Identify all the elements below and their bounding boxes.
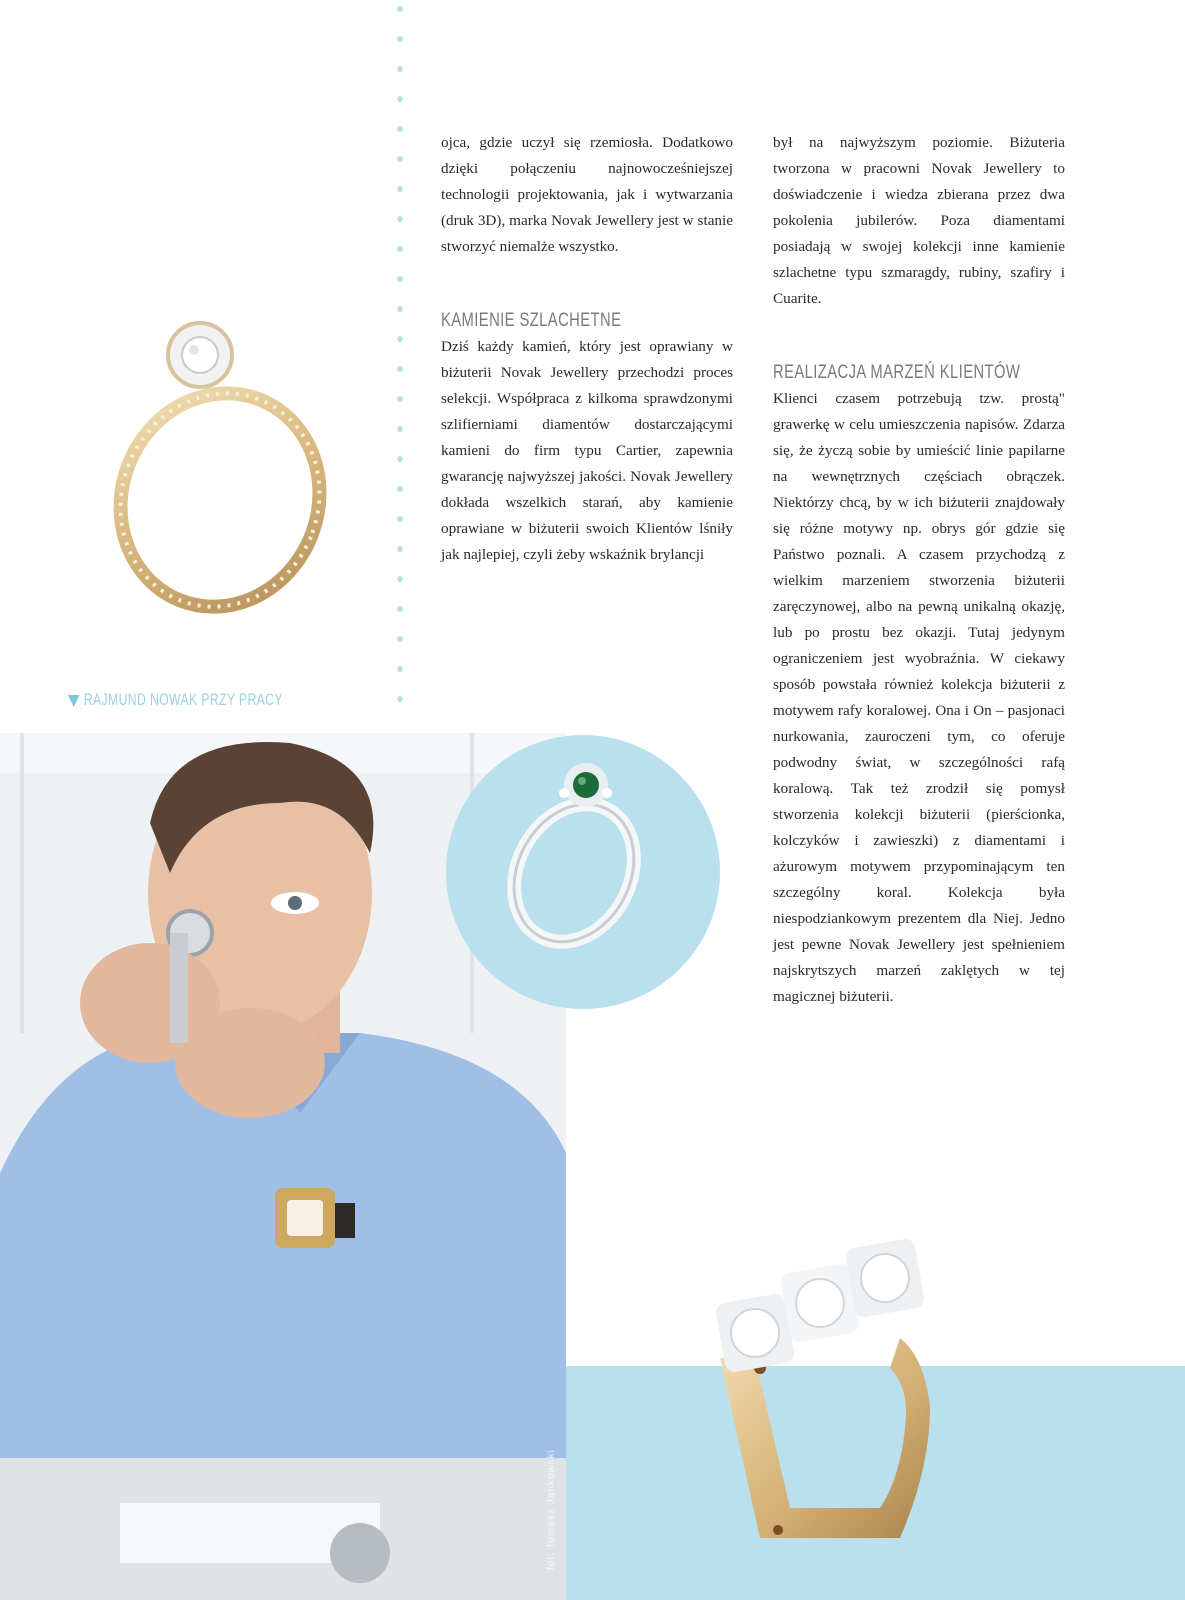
emerald-ring-image: [444, 733, 722, 1011]
decorative-dot: [397, 576, 403, 582]
decorative-dot: [397, 396, 403, 402]
decorative-dot: [397, 636, 403, 642]
article-column-right: [773, 130, 1065, 1010]
decorative-dot: [397, 426, 403, 432]
decorative-dot: [397, 336, 403, 342]
decorative-dot: [397, 66, 403, 72]
decorative-dot-column: [397, 6, 405, 726]
decorative-dot: [397, 126, 403, 132]
decorative-dot: [397, 456, 403, 462]
article-paragraph: był na najwyższym poziomie. Biżuteria tworzona w pracowni Novak Jewellery to doświadczenie i wiedza zbierana przez dwa pokolenia jubilerów. Poza diamentami posiadają w swojej kolekcji inne kamienie szlachetne typu szmaragdy, rubiny, szafiry i Cuarite.: [773, 134, 1065, 307]
decorative-dot: [397, 186, 403, 192]
decorative-dot: [397, 6, 403, 12]
decorative-dot: [397, 306, 403, 312]
photo-caption: RAJMUND NOWAK PRZY PRACY: [68, 690, 283, 710]
article-column-left: [441, 130, 733, 568]
decorative-dot: [397, 246, 403, 252]
three-stone-gold-ring-image: [700, 1238, 970, 1568]
article-paragraph: Klienci czasem potrzebują tzw. prostą" grawerkę w celu umieszczenia napisów. Zdarza się, że życzą sobie by umieścić linie papilarne na wewnętrznych częściach obrączek. Niektórzy chcą, by w ich biżuterii znajdowały się różne motywy np. obrys gór gdzie się Państwo poznali. A czasem przychodzą z wielkim marzeniem stworzenia biżuterii zaręczynowej, albo na pewną unikalną okazję, lub po prostu bez okazji. Tutaj jedynym ograniczeniem jest wyobraźnia. W ciekawy sposób powstała również kolekcja biżuterii z motywem rafy koralowej. Ona i On – pasjonaci nurkowania, zauroczeni tym, co oferuje podwodny świat, w szczególności rafą koralową. Tak też zrodził się pomysł stworzenia kolekcji biżuterii (pierścionka, kolczyków i zawieszki) z diamentami i ażurowym motywem przypominającym ten szczególny koral. Kolekcja była niespodziankowym prezentem dla Niej. Jedno jest pewne Novak Jewellery jest spełnieniem najskrytszych marzeń zaklętych w tej magicznej biżuterii.: [773, 390, 1065, 1005]
decorative-dot: [397, 486, 403, 492]
decorative-dot: [397, 666, 403, 672]
decorative-dot: [397, 366, 403, 372]
decorative-dot: [397, 516, 403, 522]
gold-diamond-ring-image: [90, 300, 350, 630]
decorative-dot: [397, 96, 403, 102]
triangle-down-icon: [68, 695, 80, 707]
decorative-dot: [397, 696, 403, 702]
article-paragraph: Dziś każdy kamień, który jest oprawiany w biżuterii Novak Jewellery przechodzi proces selekcji. Współpraca z kilkoma sprawdzonymi szlifierniami diamentów dostarczającymi kamieni do firm typu Cartier, zapewnia gwarancję najwyższej jakości. Novak Jewellery dokłada wszelkich starań, aby kamienie oprawiane w biżuterii swoich Klientów lśniły jak najlepiej, czyli żeby wskaźnik brylancji: [441, 338, 733, 563]
section-heading-clients-dreams: REALIZACJA MARZEŃ KLIENTÓW: [773, 362, 1021, 383]
decorative-dot: [397, 36, 403, 42]
photo-credit: fot. Tomasz Jankowski: [546, 1449, 557, 1570]
section-heading-gemstones: KAMIENIE SZLACHETNE: [441, 310, 622, 331]
decorative-dot: [397, 156, 403, 162]
decorative-dot: [397, 276, 403, 282]
article-paragraph: ojca, gdzie uczył się rzemiosła. Dodatkowo dzięki połączeniu najnowocześniejszej technologii projektowania, jak i wytwarzania (druk 3D), marka Novak Jewellery jest w stanie stworzyć niemalże wszystko.: [441, 134, 733, 255]
decorative-dot: [397, 606, 403, 612]
decorative-dot: [397, 546, 403, 552]
decorative-dot: [397, 216, 403, 222]
